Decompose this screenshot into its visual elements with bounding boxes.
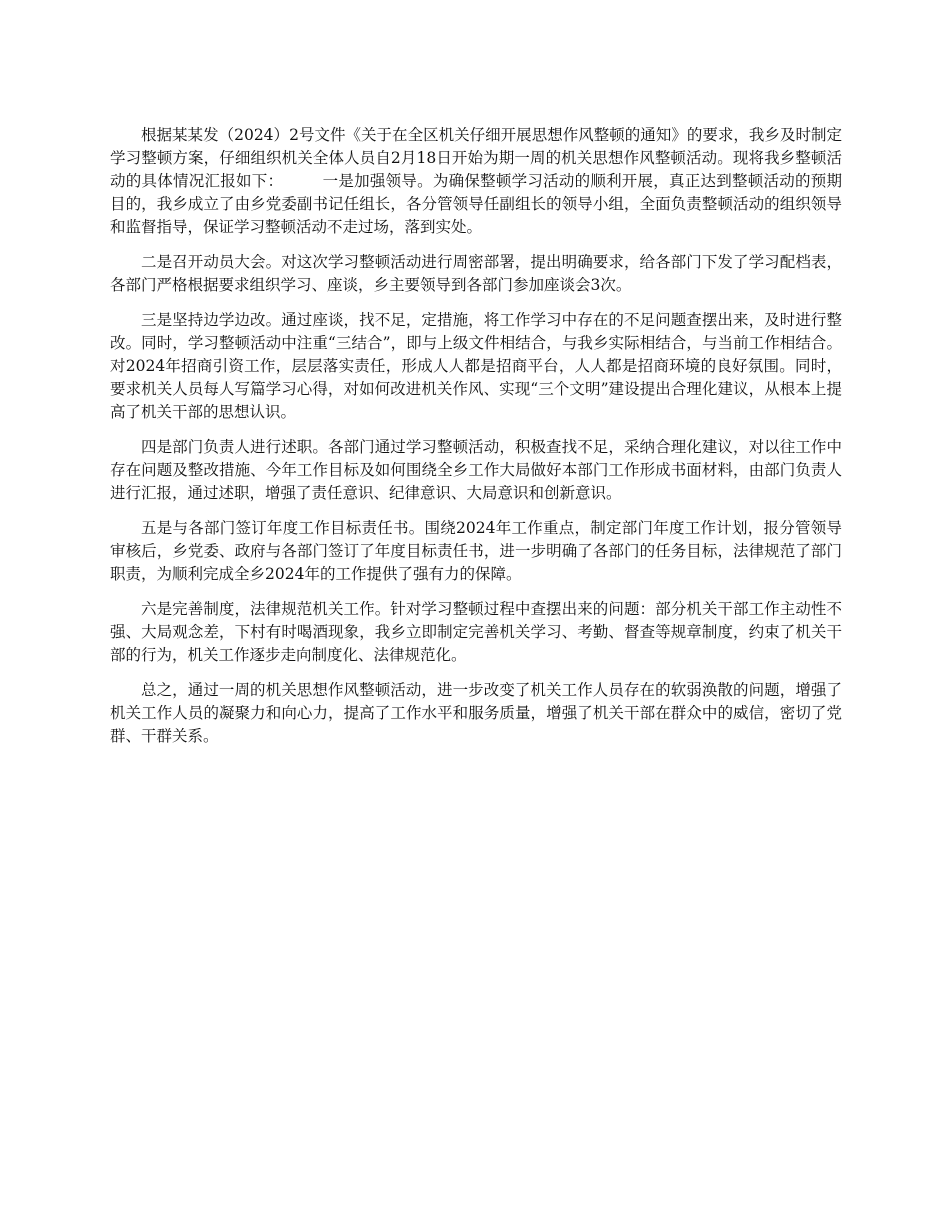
paragraph-responsibility: 五是与各部门签订年度工作目标责任书。围绕2024年工作重点，制定部门年度工作计划，报分管领导审核后，乡党委、政府与各部门签订了年度目标责任书，进一步明确了各部门的任务目标，法律规范了部门职责，为顺利完成全乡2024年的工作提供了强有力的保障。 [110, 519, 842, 583]
paragraph-reporting: 四是部门负责人进行述职。各部门通过学习整顿活动，积极查找不足，采纳合理化建议，对以往工作中存在问题及整改措施、今年工作目标及如何围绕全乡工作大局做好本部门工作形成书面材料，由部门负责人进行汇报，通过述职，增强了责任意识、纪律意识、大局意识和创新意识。 [110, 438, 842, 502]
paragraph-mobilization: 二是召开动员大会。对这次学习整顿活动进行周密部署，提出明确要求，给各部门下发了学习配档表，各部门严格根据要求组织学习、座谈，乡主要领导到各部门参加座谈会3次。 [110, 253, 842, 294]
paragraph-conclusion: 总之，通过一周的机关思想作风整顿活动，进一步改变了机关工作人员存在的软弱涣散的问题，增强了机关工作人员的凝聚力和向心力，提高了工作水平和服务质量，增强了机关干部在群众中的威信，密切了党群、干群关系。 [110, 681, 842, 745]
paragraph-intro: 根据某某发（2024）2号文件《关于在全区机关仔细开展思想作风整顿的通知》的要求，我乡及时制定学习整顿方案，仔细组织机关全体人员自2月18日开始为期一周的机关思想作风整顿活动。现将我乡整顿活动的具体情况汇报如下： 一是加强领导。为确保整顿学习活动的顺利开展，真正达到整顿活动的预期目的，我乡成立了由乡党委副书记任组长，各分管领导任副组长的领导小组，全面负责整顿活动的组织领导和监督指导，保证学习整顿活动不走过场，落到实处。 [110, 126, 842, 236]
paragraph-rectification: 三是坚持边学边改。通过座谈，找不足，定措施，将工作学习中存在的不足问题查摆出来，及时进行整改。同时，学习整顿活动中注重“三结合”，即与上级文件相结合，与我乡实际相结合，与当前工作相结合。对2024年招商引资工作，层层落实责任，形成人人都是招商平台，人人都是招商环境的良好氛围。同时，要求机关人员每人写篇学习心得，对如何改进机关作风、实现“三个文明”建设提出合理化建议，从根本上提高了机关干部的思想认识。 [110, 311, 842, 421]
document-body [110, 124, 842, 760]
paragraph-regulations: 六是完善制度，法律规范机关工作。针对学习整顿过程中查摆出来的问题：部分机关干部工作主动性不强、大局观念差，下村有时喝酒现象，我乡立即制定完善机关学习、考勤、督查等规章制度，约束了机关干部的行为，机关工作逐步走向制度化、法律规范化。 [110, 600, 842, 664]
